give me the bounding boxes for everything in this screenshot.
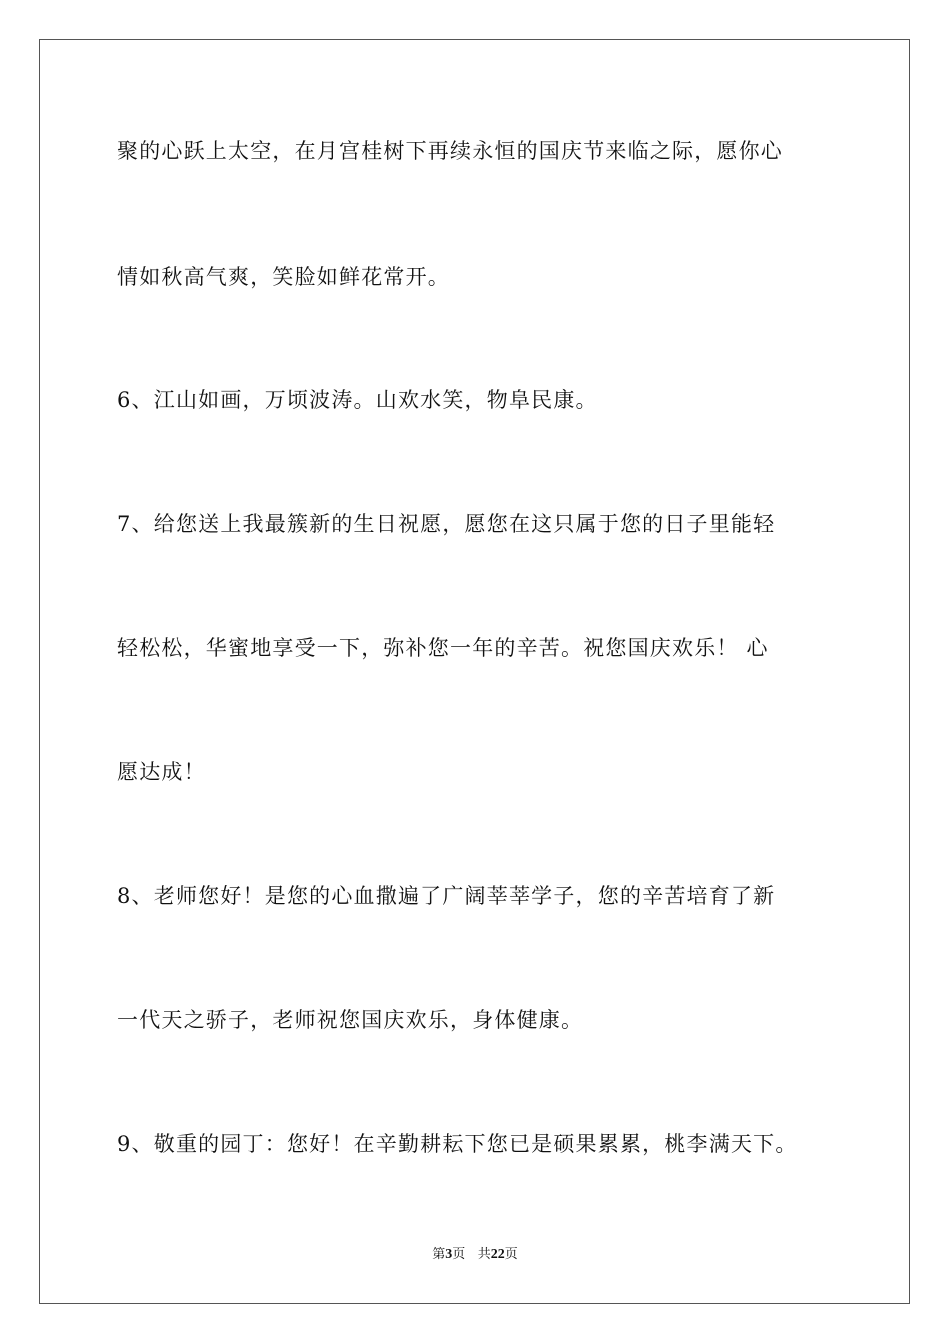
text-line: 8、老师您好！是您的心血撒遍了广阔莘莘学子，您的辛苦培育了新 [117, 884, 776, 908]
text-line: 聚的心跃上太空，在月宫桂树下再续永恒的国庆节来临之际，愿你心 [117, 139, 783, 163]
text-line: 情如秋高气爽，笑脸如鲜花常开。 [117, 265, 450, 289]
page-footer [0, 1246, 950, 1264]
footer-suffix: 页 [504, 1247, 518, 1262]
text-line: 一代天之骄子，老师祝您国庆欢乐，身体健康。 [117, 1008, 584, 1032]
text-line: 6、江山如画，万顷波涛。山欢水笑，物阜民康。 [117, 388, 598, 412]
footer-prefix: 第 [432, 1247, 446, 1262]
text-line: 愿达成！ [117, 760, 206, 784]
footer-page-number: 3 [445, 1247, 453, 1262]
text-line: 9、敬重的园丁：您好！在辛勤耕耘下您已是硕果累累，桃李满天下。 [117, 1132, 798, 1156]
text-line: 7、给您送上我最簇新的生日祝愿，愿您在这只属于您的日子里能轻 [117, 512, 776, 536]
text-line: 轻松松，华蜜地享受一下，弥补您一年的辛苦。祝您国庆欢乐！ 心 [117, 636, 769, 660]
footer-middle: 页 共 [452, 1247, 491, 1262]
page-frame [39, 39, 910, 1304]
footer-total-pages: 22 [490, 1247, 505, 1262]
